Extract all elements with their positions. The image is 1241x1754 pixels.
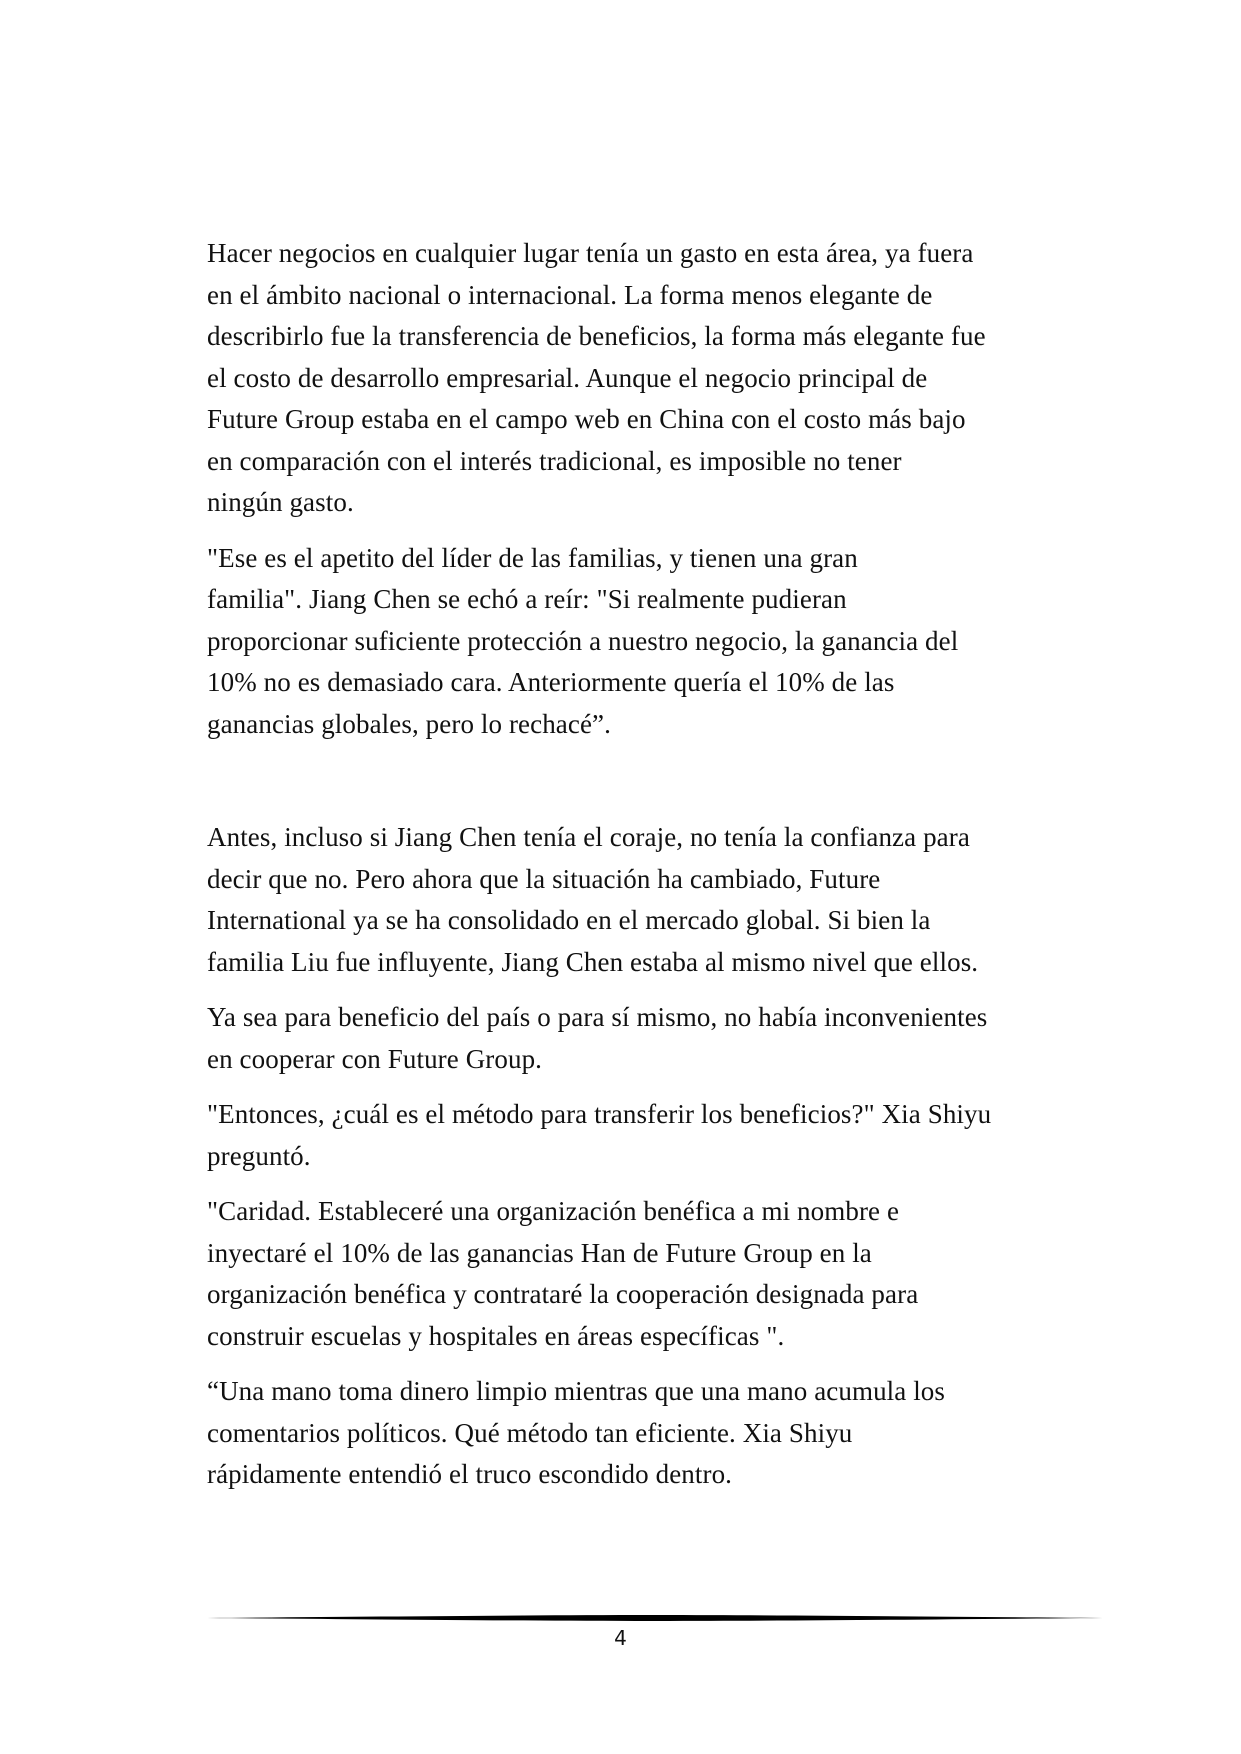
text-line: ningún gasto. (207, 487, 354, 517)
paragraph-1 (207, 233, 1067, 524)
paragraph-7 (207, 1371, 1067, 1496)
text-line: familia Liu fue influyente, Jiang Chen estaba al mismo nivel que ellos. (207, 946, 979, 977)
text-line: organización benéfica y contrataré la cooperación designada para (207, 1279, 919, 1309)
text-line: "Entonces, ¿cuál es el método para transferir los beneficios?" Xia Shiyu (207, 1099, 992, 1129)
text-line: en el ámbito nacional o internacional. La forma menos elegante de (207, 279, 933, 310)
page-number: 4 (614, 1626, 627, 1650)
text-line: ganancias globales, pero lo rechacé”. (207, 708, 611, 739)
text-line: proporcionar suficiente protección a nuestro negocio, la ganancia del (207, 625, 959, 656)
paragraph-4 (207, 997, 1067, 1080)
text-line: 10% no es demasiado cara. Anteriormente quería el 10% de las (207, 667, 895, 697)
section-spacer (207, 759, 1067, 817)
text-line: International ya se ha consolidado en el mercado global. Si bien la (207, 905, 931, 935)
text-line: en cooperar con Future Group. (207, 1043, 543, 1074)
text-line: inyectaré el 10% de las ganancias Han de Future Group en la (207, 1237, 872, 1268)
text-line: preguntó. (207, 1140, 311, 1171)
text-line: Future Group estaba en el campo web en China con el costo más bajo (207, 404, 966, 434)
text-line: construir escuelas y hospitales en áreas específicas ". (207, 1320, 785, 1351)
text-line: el costo de desarrollo empresarial. Aunque el negocio principal de (207, 362, 928, 393)
paragraph-5 (207, 1094, 1067, 1177)
text-line: en comparación con el interés tradicional, es imposible no tener (207, 445, 902, 476)
text-line: rápidamente entendió el truco escondido dentro. (207, 1459, 733, 1489)
text-line: familia". Jiang Chen se echó a reír: "Si realmente pudieran (207, 584, 847, 614)
text-line: “Una mano toma dinero limpio mientras que una mano acumula los (207, 1376, 946, 1406)
text-line: describirlo fue la transferencia de beneficios, la forma más elegante fue (207, 321, 986, 351)
footer-divider (207, 1612, 1103, 1624)
text-line: Ya sea para beneficio del país o para sí mismo, no había inconvenientes (207, 1002, 988, 1032)
text-line: "Ese es el apetito del líder de las familias, y tienen una gran (207, 542, 858, 573)
text-line: comentarios políticos. Qué método tan eficiente. Xia Shiyu (207, 1417, 853, 1448)
body-text (207, 233, 1067, 1510)
text-line: Hacer negocios en cualquier lugar tenía un gasto en esta área, ya fuera (207, 238, 974, 268)
text-line: decir que no. Pero ahora que la situación ha cambiado, Future (207, 863, 881, 894)
paragraph-6 (207, 1191, 1067, 1357)
paragraph-3 (207, 817, 1067, 983)
paragraph-2 (207, 538, 1067, 746)
text-line: Antes, incluso si Jiang Chen tenía el coraje, no tenía la confianza para (207, 822, 970, 852)
text-line: "Caridad. Estableceré una organización benéfica a mi nombre e (207, 1196, 900, 1226)
